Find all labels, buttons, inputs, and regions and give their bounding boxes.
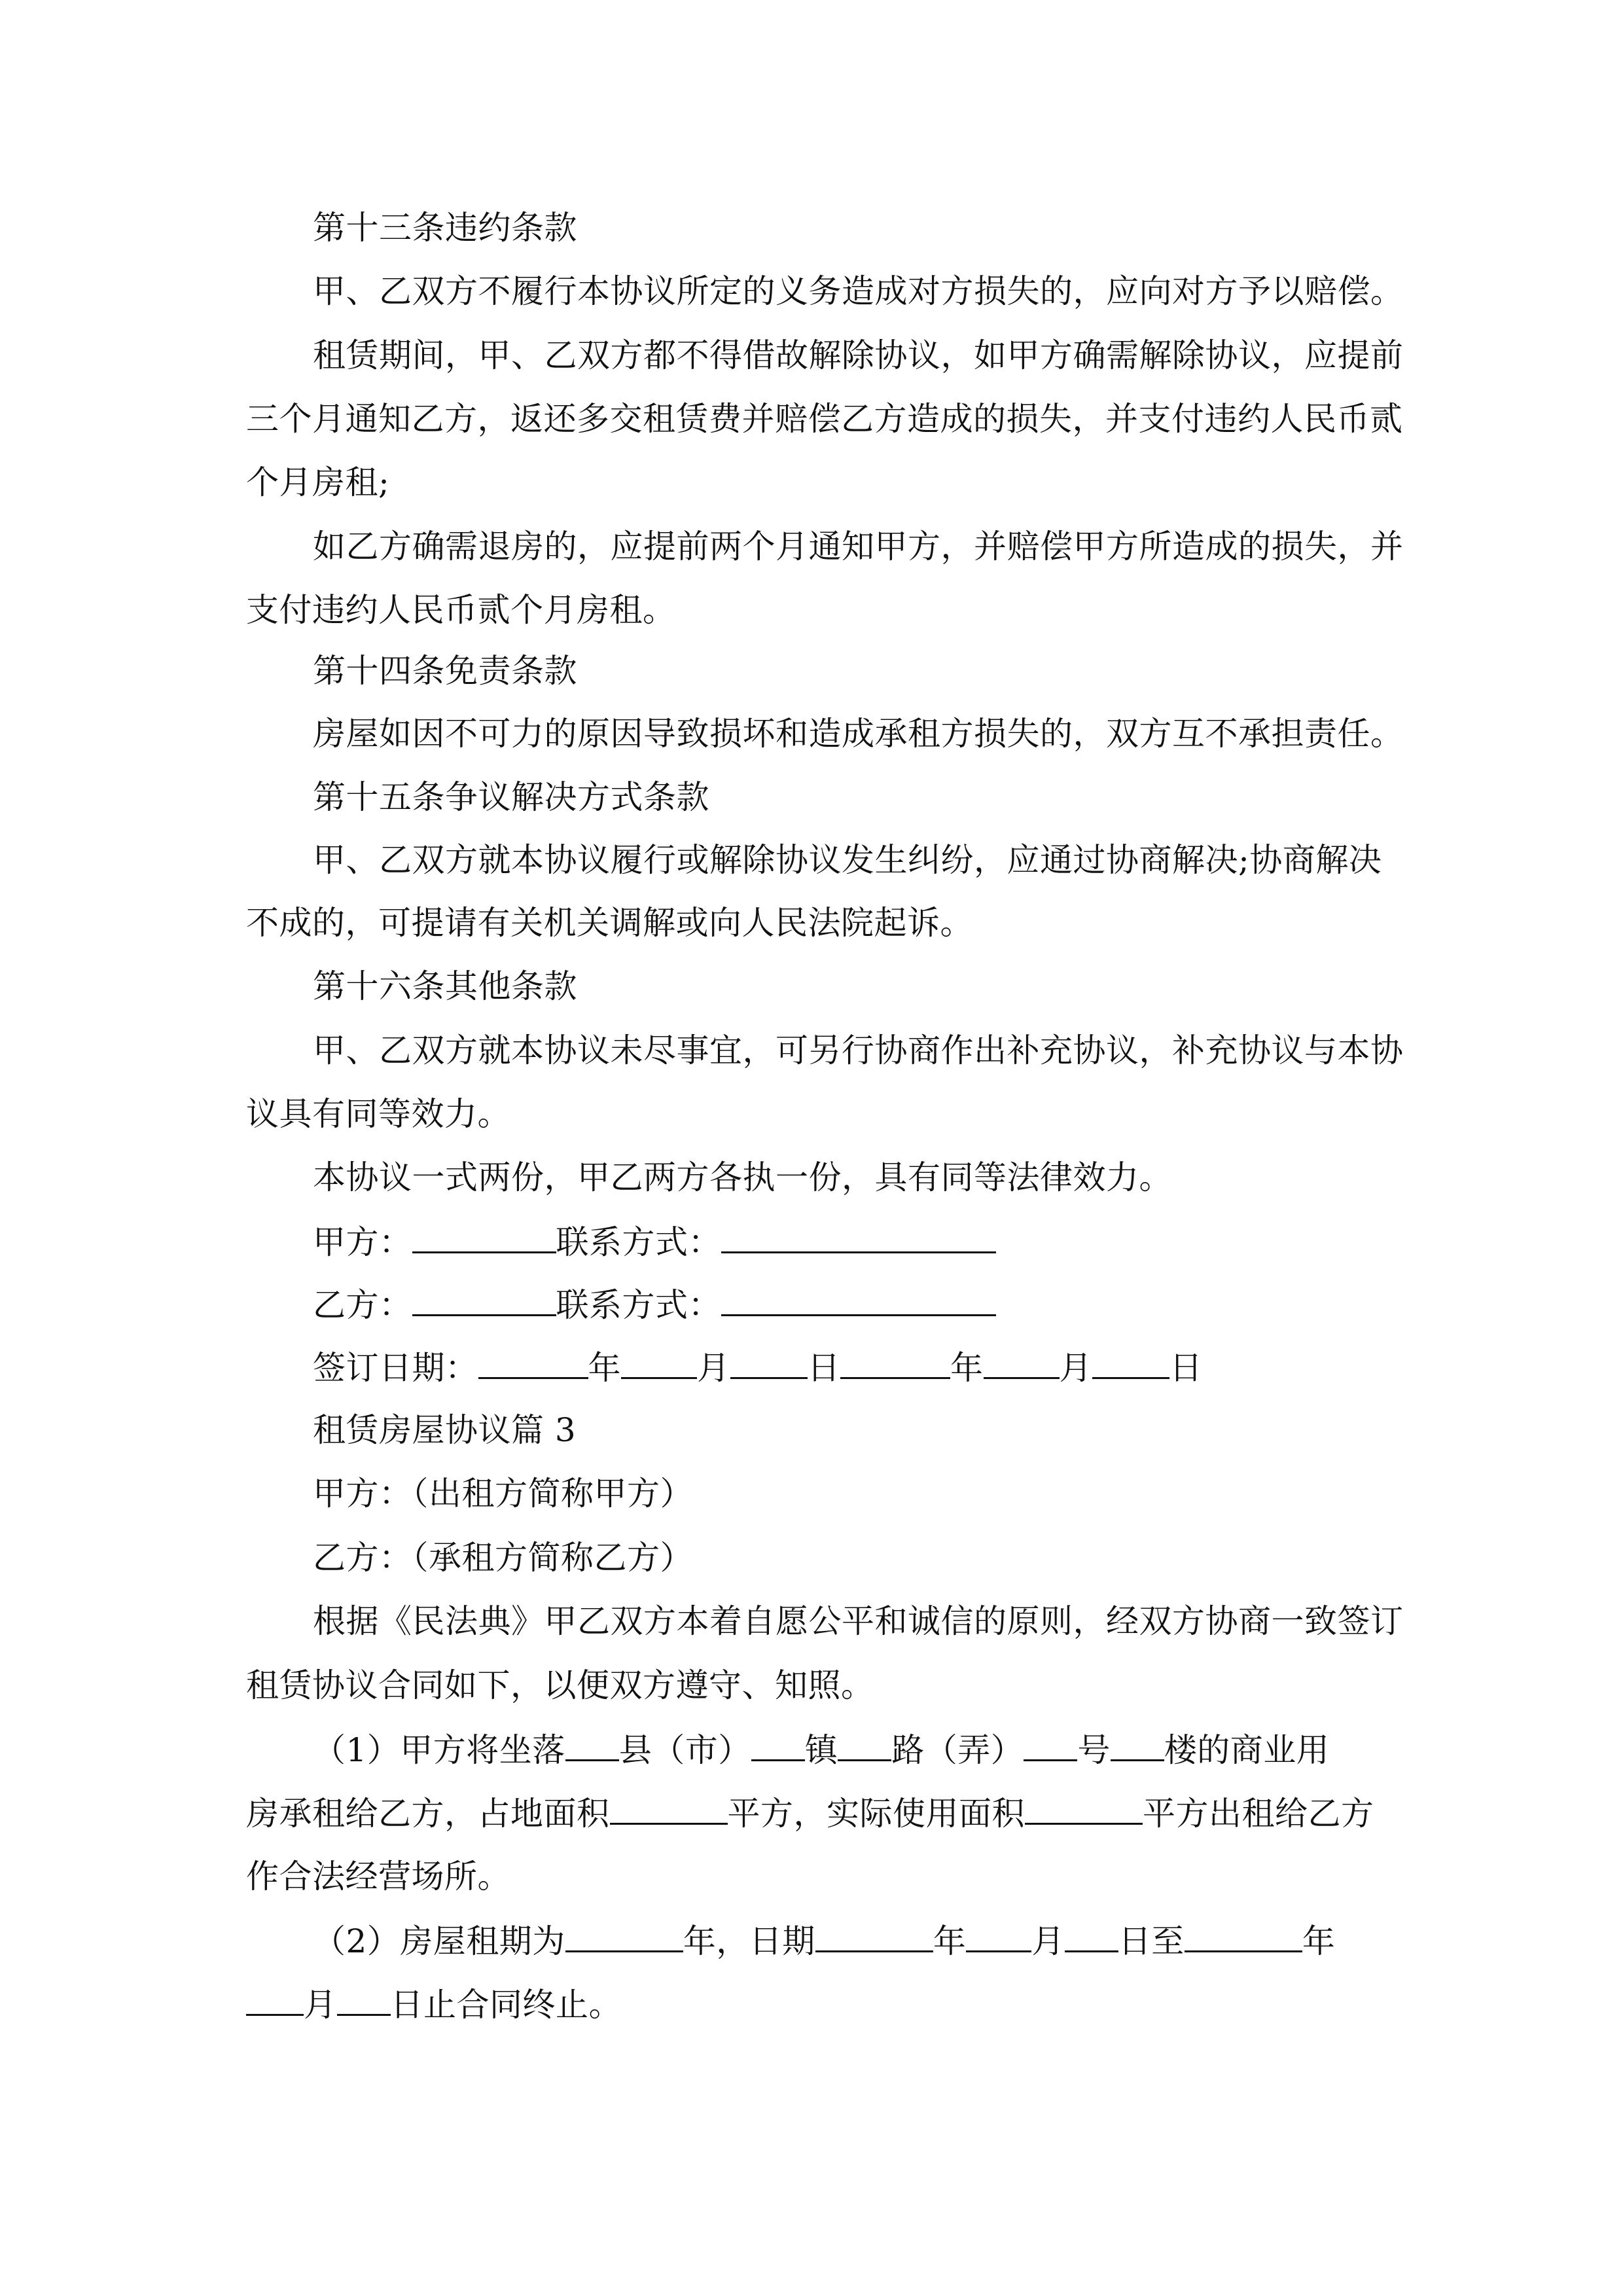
clause-2-end-day-blank [337, 1984, 391, 2016]
sign-date-day-blank-2 [1092, 1347, 1169, 1379]
sign-date-day: 日 [807, 1349, 840, 1387]
party-a-signature-row [0, 1221, 1623, 1261]
article-16-title: 第十六条其他条款 [313, 967, 577, 1005]
clause-1-road-blank [838, 1729, 891, 1761]
sign-date-year-blank [478, 1347, 588, 1379]
article-16-paragraph-1-line-1: 甲、乙双方就本协议未尽事宜，可另行协商作出补充协议，补充协议与本协 [313, 1031, 1404, 1069]
section-3-intro-line-2: 租赁协议合同如下，以便双方遵守、知照。 [246, 1666, 874, 1704]
sign-date-month-blank-2 [984, 1347, 1060, 1379]
clause-1-lead: （1）甲方将坐落 [313, 1731, 565, 1769]
clause-2-end-month-blank [246, 1984, 304, 2016]
clause-1-number-blank [1024, 1729, 1077, 1761]
clause-2-end-year: 年 [1302, 1922, 1336, 1960]
clause-1-building-blank [1111, 1729, 1164, 1761]
clause-2-end: 日止合同终止。 [390, 1986, 622, 2024]
article-13-paragraph-1: 甲、乙双方不履行本协议所定的义务造成对方损失的，应向对方予以赔偿。 [313, 272, 1404, 310]
party-b-label: 乙方： [313, 1286, 412, 1324]
clause-1-road: 路（弄） [891, 1731, 1024, 1769]
article-13-paragraph-2-line-1: 租赁期间，甲、乙双方都不得借故解除协议，如甲方确需解除协议，应提前 [313, 336, 1404, 374]
clause-1-area-blank [610, 1793, 728, 1825]
clause-2-start-year: 年 [933, 1922, 967, 1960]
clause-2-term-blank [565, 1920, 683, 1952]
sign-date-year-blank-2 [840, 1347, 950, 1379]
article-13-paragraph-3-line-2: 支付违约人民币贰个月房租。 [246, 591, 676, 629]
sign-date-day-2: 日 [1169, 1349, 1203, 1387]
party-a-contact-label: 联系方式： [556, 1223, 721, 1261]
party-b-blank [412, 1284, 556, 1316]
clause-1-town-blank [751, 1729, 805, 1761]
sign-date-month-2: 月 [1059, 1349, 1092, 1387]
clause-2-date-label: 年，日期 [683, 1922, 815, 1960]
section-3-title: 租赁房屋协议篇 3 [313, 1411, 577, 1449]
article-16-paragraph-1-line-2: 议具有同等效力。 [246, 1095, 510, 1133]
clause-1-area-label: 房承租给乙方，占地面积 [246, 1795, 610, 1833]
clause-2-lead: （2）房屋租期为 [313, 1922, 565, 1960]
clause-1-usable-area-blank [1025, 1793, 1143, 1825]
sign-date-year-2: 年 [950, 1349, 984, 1387]
sign-date-month-blank [621, 1347, 697, 1379]
clause-2-start-month: 月 [1031, 1922, 1065, 1960]
section-3-party-b: 乙方：（承租方简称乙方） [313, 1539, 693, 1577]
section-3-party-a: 甲方：（出租方简称甲方） [313, 1475, 693, 1513]
clause-2-end-year-blank [1185, 1920, 1302, 1952]
party-a-contact-blank [721, 1221, 996, 1253]
article-13-paragraph-3-line-1: 如乙方确需退房的，应提前两个月通知甲方，并赔偿甲方所造成的损失，并 [313, 528, 1404, 565]
party-b-contact-label: 联系方式： [556, 1286, 721, 1324]
clause-1-county-blank [565, 1729, 619, 1761]
clause-2-start-year-blank [815, 1920, 933, 1952]
clause-2-line-2 [0, 1984, 1623, 2023]
article-13-paragraph-2-line-3: 个月房租; [246, 463, 390, 501]
clause-1-end: 楼的商业用 [1164, 1731, 1330, 1769]
sign-date-day-blank [730, 1347, 808, 1379]
section-3-intro-line-1: 根据《民法典》甲乙双方本着自愿公平和诚信的原则，经双方协商一致签订 [313, 1602, 1404, 1640]
article-14-paragraph-1: 房屋如因不可力的原因导致损坏和造成承租方损失的，双方互不承担责任。 [313, 715, 1404, 753]
article-15-paragraph-1-line-1: 甲、乙双方就本协议履行或解除协议发生纠纷，应通过协商解决;协商解决 [313, 841, 1382, 879]
clause-2-end-month: 月 [304, 1986, 337, 2024]
article-15-title: 第十五条争议解决方式条款 [313, 778, 709, 816]
clause-1-line-3: 作合法经营场所。 [246, 1857, 510, 1895]
party-b-contact-blank [721, 1284, 996, 1316]
party-a-blank [412, 1221, 556, 1253]
article-13-paragraph-2-line-2: 三个月通知乙方，返还多交租赁费并赔偿乙方造成的损失，并支付违约人民币贰 [246, 400, 1403, 438]
clause-1-line-1 [0, 1729, 1623, 1768]
article-15-paragraph-1-line-2: 不成的，可提请有关机关调解或向人民法院起诉。 [246, 904, 973, 942]
sign-date-month: 月 [697, 1349, 730, 1387]
sign-date-year: 年 [588, 1349, 621, 1387]
article-13-title: 第十三条违约条款 [313, 209, 577, 247]
clause-2-start-day-blank [1065, 1920, 1118, 1952]
clause-2-start-month-blank [966, 1920, 1031, 1952]
clause-1-usable-area-label: 平方，实际使用面积 [727, 1795, 1025, 1833]
clause-1-county: 县（市） [618, 1731, 751, 1769]
party-b-signature-row [0, 1284, 1623, 1323]
clause-2-until: 日至 [1118, 1922, 1185, 1960]
article-14-title: 第十四条免责条款 [313, 652, 577, 690]
clause-1-town: 镇 [804, 1731, 838, 1769]
copies-clause: 本协议一式两份，甲乙两方各执一份，具有同等法律效力。 [313, 1158, 1172, 1196]
clause-2-line-1 [0, 1920, 1623, 1960]
clause-1-line-2 [0, 1793, 1623, 1832]
clause-1-number: 号 [1077, 1731, 1111, 1769]
sign-date-label: 签订日期： [313, 1349, 478, 1387]
sign-date-row [0, 1347, 1623, 1386]
party-a-label: 甲方： [313, 1223, 412, 1261]
clause-1-line-2-end: 平方出租给乙方 [1143, 1795, 1374, 1833]
